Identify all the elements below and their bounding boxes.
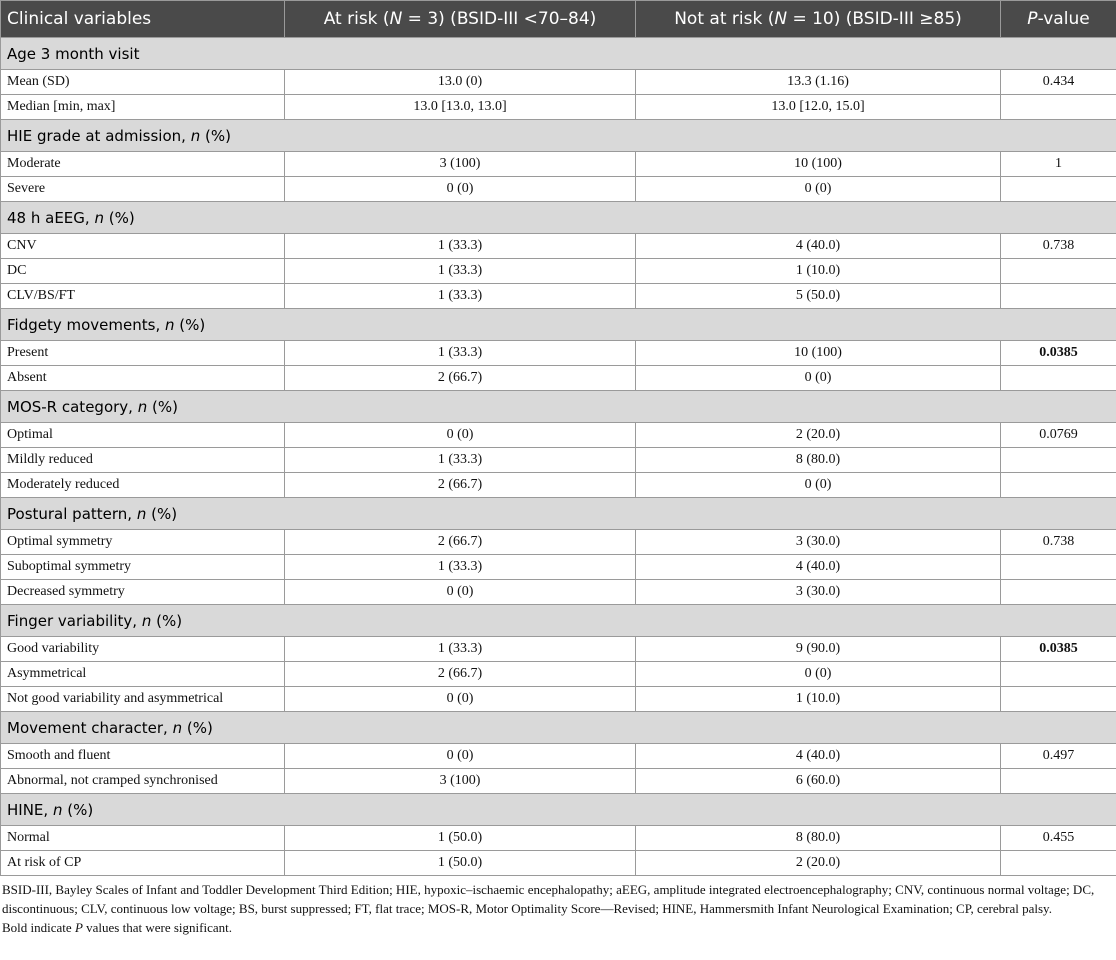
cell-at-risk: 2 (66.7) [285, 473, 636, 498]
header-p-value: P-value [1001, 1, 1116, 38]
cell-p-value: 0.497 [1001, 744, 1116, 769]
header-at-risk: At risk (N = 3) (BSID-III <70–84) [285, 1, 636, 38]
cell-at-risk: 1 (50.0) [285, 826, 636, 851]
row-label: Optimal symmetry [1, 530, 285, 555]
section-header-row [1, 391, 1116, 423]
table-row [1, 341, 1116, 366]
section-header-row [1, 794, 1116, 826]
cell-not-at-risk: 6 (60.0) [636, 769, 1001, 794]
cell-p-value: 0.455 [1001, 826, 1116, 851]
cell-not-at-risk: 9 (90.0) [636, 637, 1001, 662]
header-row [1, 1, 1116, 38]
cell-not-at-risk: 4 (40.0) [636, 744, 1001, 769]
section-header-row [1, 605, 1116, 637]
cell-p-value [1001, 580, 1116, 605]
cell-p-value: 0.738 [1001, 530, 1116, 555]
cell-p-value: 0.0385 [1001, 341, 1116, 366]
cell-not-at-risk: 4 (40.0) [636, 555, 1001, 580]
table-row [1, 530, 1116, 555]
table-footnote [2, 880, 1114, 937]
cell-at-risk: 1 (33.3) [285, 555, 636, 580]
cell-at-risk: 13.0 [13.0, 13.0] [285, 95, 636, 120]
cell-p-value: 1 [1001, 152, 1116, 177]
cell-p-value [1001, 284, 1116, 309]
cell-not-at-risk: 0 (0) [636, 662, 1001, 687]
cell-at-risk: 1 (33.3) [285, 341, 636, 366]
cell-at-risk: 0 (0) [285, 177, 636, 202]
table-row [1, 177, 1116, 202]
row-label: Good variability [1, 637, 285, 662]
footnote-significance: Bold indicate P values that were significant. [2, 920, 232, 935]
table-row [1, 95, 1116, 120]
row-label: Mildly reduced [1, 448, 285, 473]
row-label: Suboptimal symmetry [1, 555, 285, 580]
cell-at-risk: 2 (66.7) [285, 366, 636, 391]
header-not-at-risk: Not at risk (N = 10) (BSID-III ≥85) [636, 1, 1001, 38]
cell-not-at-risk: 8 (80.0) [636, 448, 1001, 473]
row-label: Normal [1, 826, 285, 851]
table-row [1, 448, 1116, 473]
cell-not-at-risk: 8 (80.0) [636, 826, 1001, 851]
row-label: Absent [1, 366, 285, 391]
cell-not-at-risk: 1 (10.0) [636, 259, 1001, 284]
row-label: Decreased symmetry [1, 580, 285, 605]
cell-at-risk: 3 (100) [285, 769, 636, 794]
row-label: Present [1, 341, 285, 366]
row-label: Asymmetrical [1, 662, 285, 687]
cell-at-risk: 1 (33.3) [285, 234, 636, 259]
table-row [1, 152, 1116, 177]
cell-p-value [1001, 366, 1116, 391]
cell-not-at-risk: 10 (100) [636, 341, 1001, 366]
cell-p-value [1001, 259, 1116, 284]
table-row [1, 555, 1116, 580]
table-row [1, 284, 1116, 309]
section-title: HIE grade at admission, n (%) [1, 120, 1116, 152]
footnote-abbreviations: BSID-III, Bayley Scales of Infant and Toddler Development Third Edition; HIE, hypoxic–ischaemic encephalopathy; aEEG, amplitude integrated electroencephalography; CNV, continuous normal voltage; DC, discontinuous; CLV, continuous low voltage; BS, burst suppressed; FT, flat trace; MOS-R, Motor Optimality Score—Revised; HINE, Hammersmith Infant Neurological Examination; CP, cerebral palsy. [2, 882, 1095, 916]
cell-at-risk: 3 (100) [285, 152, 636, 177]
cell-at-risk: 1 (33.3) [285, 284, 636, 309]
row-label: At risk of CP [1, 851, 285, 876]
cell-not-at-risk: 0 (0) [636, 177, 1001, 202]
cell-p-value [1001, 95, 1116, 120]
table-row [1, 234, 1116, 259]
cell-not-at-risk: 2 (20.0) [636, 423, 1001, 448]
table-row [1, 662, 1116, 687]
row-label: CLV/BS/FT [1, 284, 285, 309]
cell-p-value [1001, 473, 1116, 498]
cell-not-at-risk: 0 (0) [636, 366, 1001, 391]
row-label: Severe [1, 177, 285, 202]
cell-not-at-risk: 4 (40.0) [636, 234, 1001, 259]
cell-at-risk: 1 (33.3) [285, 637, 636, 662]
cell-not-at-risk: 3 (30.0) [636, 530, 1001, 555]
cell-not-at-risk: 0 (0) [636, 473, 1001, 498]
cell-at-risk: 0 (0) [285, 423, 636, 448]
header-clinical-variables: Clinical variables [1, 1, 285, 38]
row-label: Moderate [1, 152, 285, 177]
cell-p-value [1001, 177, 1116, 202]
cell-not-at-risk: 1 (10.0) [636, 687, 1001, 712]
table-row [1, 687, 1116, 712]
row-label: CNV [1, 234, 285, 259]
section-title: HINE, n (%) [1, 794, 1116, 826]
row-label: Mean (SD) [1, 70, 285, 95]
row-label: Not good variability and asymmetrical [1, 687, 285, 712]
table-row [1, 851, 1116, 876]
row-label: Moderately reduced [1, 473, 285, 498]
table-row [1, 366, 1116, 391]
table-row [1, 70, 1116, 95]
cell-p-value [1001, 769, 1116, 794]
section-header-row [1, 498, 1116, 530]
cell-p-value [1001, 687, 1116, 712]
cell-at-risk: 1 (33.3) [285, 448, 636, 473]
cell-p-value: 0.0769 [1001, 423, 1116, 448]
row-label: Abnormal, not cramped synchronised [1, 769, 285, 794]
table-row [1, 473, 1116, 498]
cell-at-risk: 0 (0) [285, 580, 636, 605]
row-label: Smooth and fluent [1, 744, 285, 769]
table-row [1, 744, 1116, 769]
section-title: Finger variability, n (%) [1, 605, 1116, 637]
cell-not-at-risk: 2 (20.0) [636, 851, 1001, 876]
table-row [1, 423, 1116, 448]
section-title: Fidgety movements, n (%) [1, 309, 1116, 341]
cell-p-value [1001, 662, 1116, 687]
table-row [1, 259, 1116, 284]
section-header-row [1, 712, 1116, 744]
row-label: DC [1, 259, 285, 284]
cell-p-value [1001, 448, 1116, 473]
cell-at-risk: 0 (0) [285, 687, 636, 712]
cell-at-risk: 1 (50.0) [285, 851, 636, 876]
cell-at-risk: 0 (0) [285, 744, 636, 769]
section-title: 48 h aEEG, n (%) [1, 202, 1116, 234]
cell-not-at-risk: 3 (30.0) [636, 580, 1001, 605]
cell-at-risk: 13.0 (0) [285, 70, 636, 95]
table-row [1, 580, 1116, 605]
section-title: Age 3 month visit [1, 38, 1116, 70]
cell-p-value: 0.738 [1001, 234, 1116, 259]
cell-p-value [1001, 555, 1116, 580]
section-header-row [1, 38, 1116, 70]
section-header-row [1, 309, 1116, 341]
section-header-row [1, 202, 1116, 234]
cell-not-at-risk: 5 (50.0) [636, 284, 1001, 309]
cell-not-at-risk: 13.0 [12.0, 15.0] [636, 95, 1001, 120]
cell-p-value: 0.0385 [1001, 637, 1116, 662]
table-row [1, 637, 1116, 662]
section-title: MOS-R category, n (%) [1, 391, 1116, 423]
cell-not-at-risk: 13.3 (1.16) [636, 70, 1001, 95]
section-header-row [1, 120, 1116, 152]
cell-p-value [1001, 851, 1116, 876]
cell-at-risk: 2 (66.7) [285, 662, 636, 687]
section-title: Postural pattern, n (%) [1, 498, 1116, 530]
cell-at-risk: 2 (66.7) [285, 530, 636, 555]
cell-not-at-risk: 10 (100) [636, 152, 1001, 177]
row-label: Optimal [1, 423, 285, 448]
row-label: Median [min, max] [1, 95, 285, 120]
section-title: Movement character, n (%) [1, 712, 1116, 744]
table-row [1, 769, 1116, 794]
cell-at-risk: 1 (33.3) [285, 259, 636, 284]
table-row [1, 826, 1116, 851]
cell-p-value: 0.434 [1001, 70, 1116, 95]
